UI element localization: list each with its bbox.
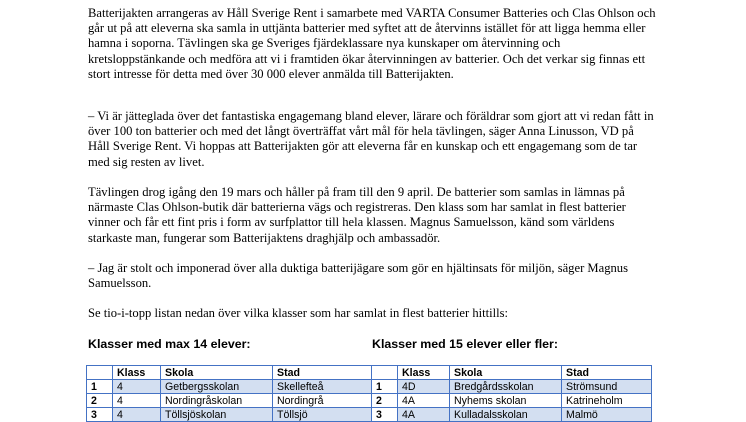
rank-cell: 2 — [87, 394, 113, 408]
klass-cell: 4A — [398, 408, 450, 422]
column-header-stad: Stad — [562, 366, 652, 380]
stad-cell: Nordingrå — [273, 394, 375, 408]
stad-cell: Katrineholm — [562, 394, 652, 408]
rank-cell: 2 — [372, 394, 398, 408]
table-row — [372, 394, 652, 408]
column-header-rank — [87, 366, 113, 380]
column-header-klass: Klass — [398, 366, 450, 380]
skola-cell: Töllsjöskolan — [161, 408, 273, 422]
table-row — [372, 380, 652, 394]
table-row — [87, 394, 375, 408]
stad-cell: Töllsjö — [273, 408, 375, 422]
table-row — [87, 380, 375, 394]
column-header-skola: Skola — [450, 366, 562, 380]
paragraph-top-list-intro: Se tio-i-topp listan nedan över vilka klasser som har samlat in flest batterier hittills: — [88, 306, 509, 320]
table-header-row — [372, 366, 652, 380]
column-header-stad: Stad — [273, 366, 375, 380]
table-header-row — [87, 366, 375, 380]
table-row — [372, 408, 652, 422]
rank-cell: 3 — [87, 408, 113, 422]
column-header-skola: Skola — [161, 366, 273, 380]
ranking-table-large — [371, 365, 652, 422]
stad-cell: Malmö — [562, 408, 652, 422]
table-row — [87, 408, 375, 422]
ranking-table-small — [86, 365, 375, 422]
paragraph-quote-magnus: – Jag är stolt och imponerad över alla duktiga batterijägare som gör en hjältinsats för miljön, säger Magnus Samuelsson. — [88, 261, 628, 291]
klass-cell: 4D — [398, 380, 450, 394]
paragraph-intro: Batterijakten arrangeras av Håll Sverige Rent i samarbete med VARTA Consumer Batteries och Clas Ohlson och går ut på att eleverna ska samla in uttjänta batterier med syftet att de återvinns istället för att ligga hemma eller hamna i soporna. Tävlingen ska ge Sveriges fjärdeklassare nya kunskaper om återvinning och kretsloppstänkande och medföra att vi i framtiden ökar återvinningen av batterier. Och det verkar sig finnas ett stort intresse för detta med över 30 000 elever anmälda till Batterijakten. — [88, 6, 656, 81]
table-heading-small-classes: Klasser med max 14 elever: — [88, 337, 251, 351]
stad-cell: Strömsund — [562, 380, 652, 394]
column-header-klass: Klass — [113, 366, 161, 380]
paragraph-quote-anna: – Vi är jätteglada över det fantastiska engagemang bland elever, lärare och föräldrar som gjort att vi redan fått in över 100 ton batterier och med det långt överträffat vårt mål för hela tävlingen, säger Anna Linusson, VD på Håll Sverige Rent. Vi hoppas att Batterijakten gör att eleverna får en kunskap och ett engagemang som de tar med sig resten av livet. — [88, 109, 654, 169]
skola-cell: Nyhems skolan — [450, 394, 562, 408]
skola-cell: Nordingråskolan — [161, 394, 273, 408]
skola-cell: Getbergsskolan — [161, 380, 273, 394]
rank-cell: 1 — [87, 380, 113, 394]
rank-cell: 3 — [372, 408, 398, 422]
klass-cell: 4A — [398, 394, 450, 408]
skola-cell: Bredgårdsskolan — [450, 380, 562, 394]
stad-cell: Skellefteå — [273, 380, 375, 394]
klass-cell: 4 — [113, 380, 161, 394]
skola-cell: Kulladalsskolan — [450, 408, 562, 422]
klass-cell: 4 — [113, 408, 161, 422]
klass-cell: 4 — [113, 394, 161, 408]
paragraph-competition: Tävlingen drog igång den 19 mars och håller på fram till den 9 april. De batterier som samlas in lämnas på närmaste Clas Ohlson-butik där batterierna vägs och registreras. Den klass som har samlat in flest batterier vinner och får ett fint pris i form av surfplattor till hela klassen. Magnus Samuelsson, känd som världens starkaste man, fungerar som Batterijaktens draghjälp och ambassadör. — [88, 185, 626, 245]
rank-cell: 1 — [372, 380, 398, 394]
table-heading-large-classes: Klasser med 15 elever eller fler: — [372, 337, 558, 351]
column-header-rank — [372, 366, 398, 380]
